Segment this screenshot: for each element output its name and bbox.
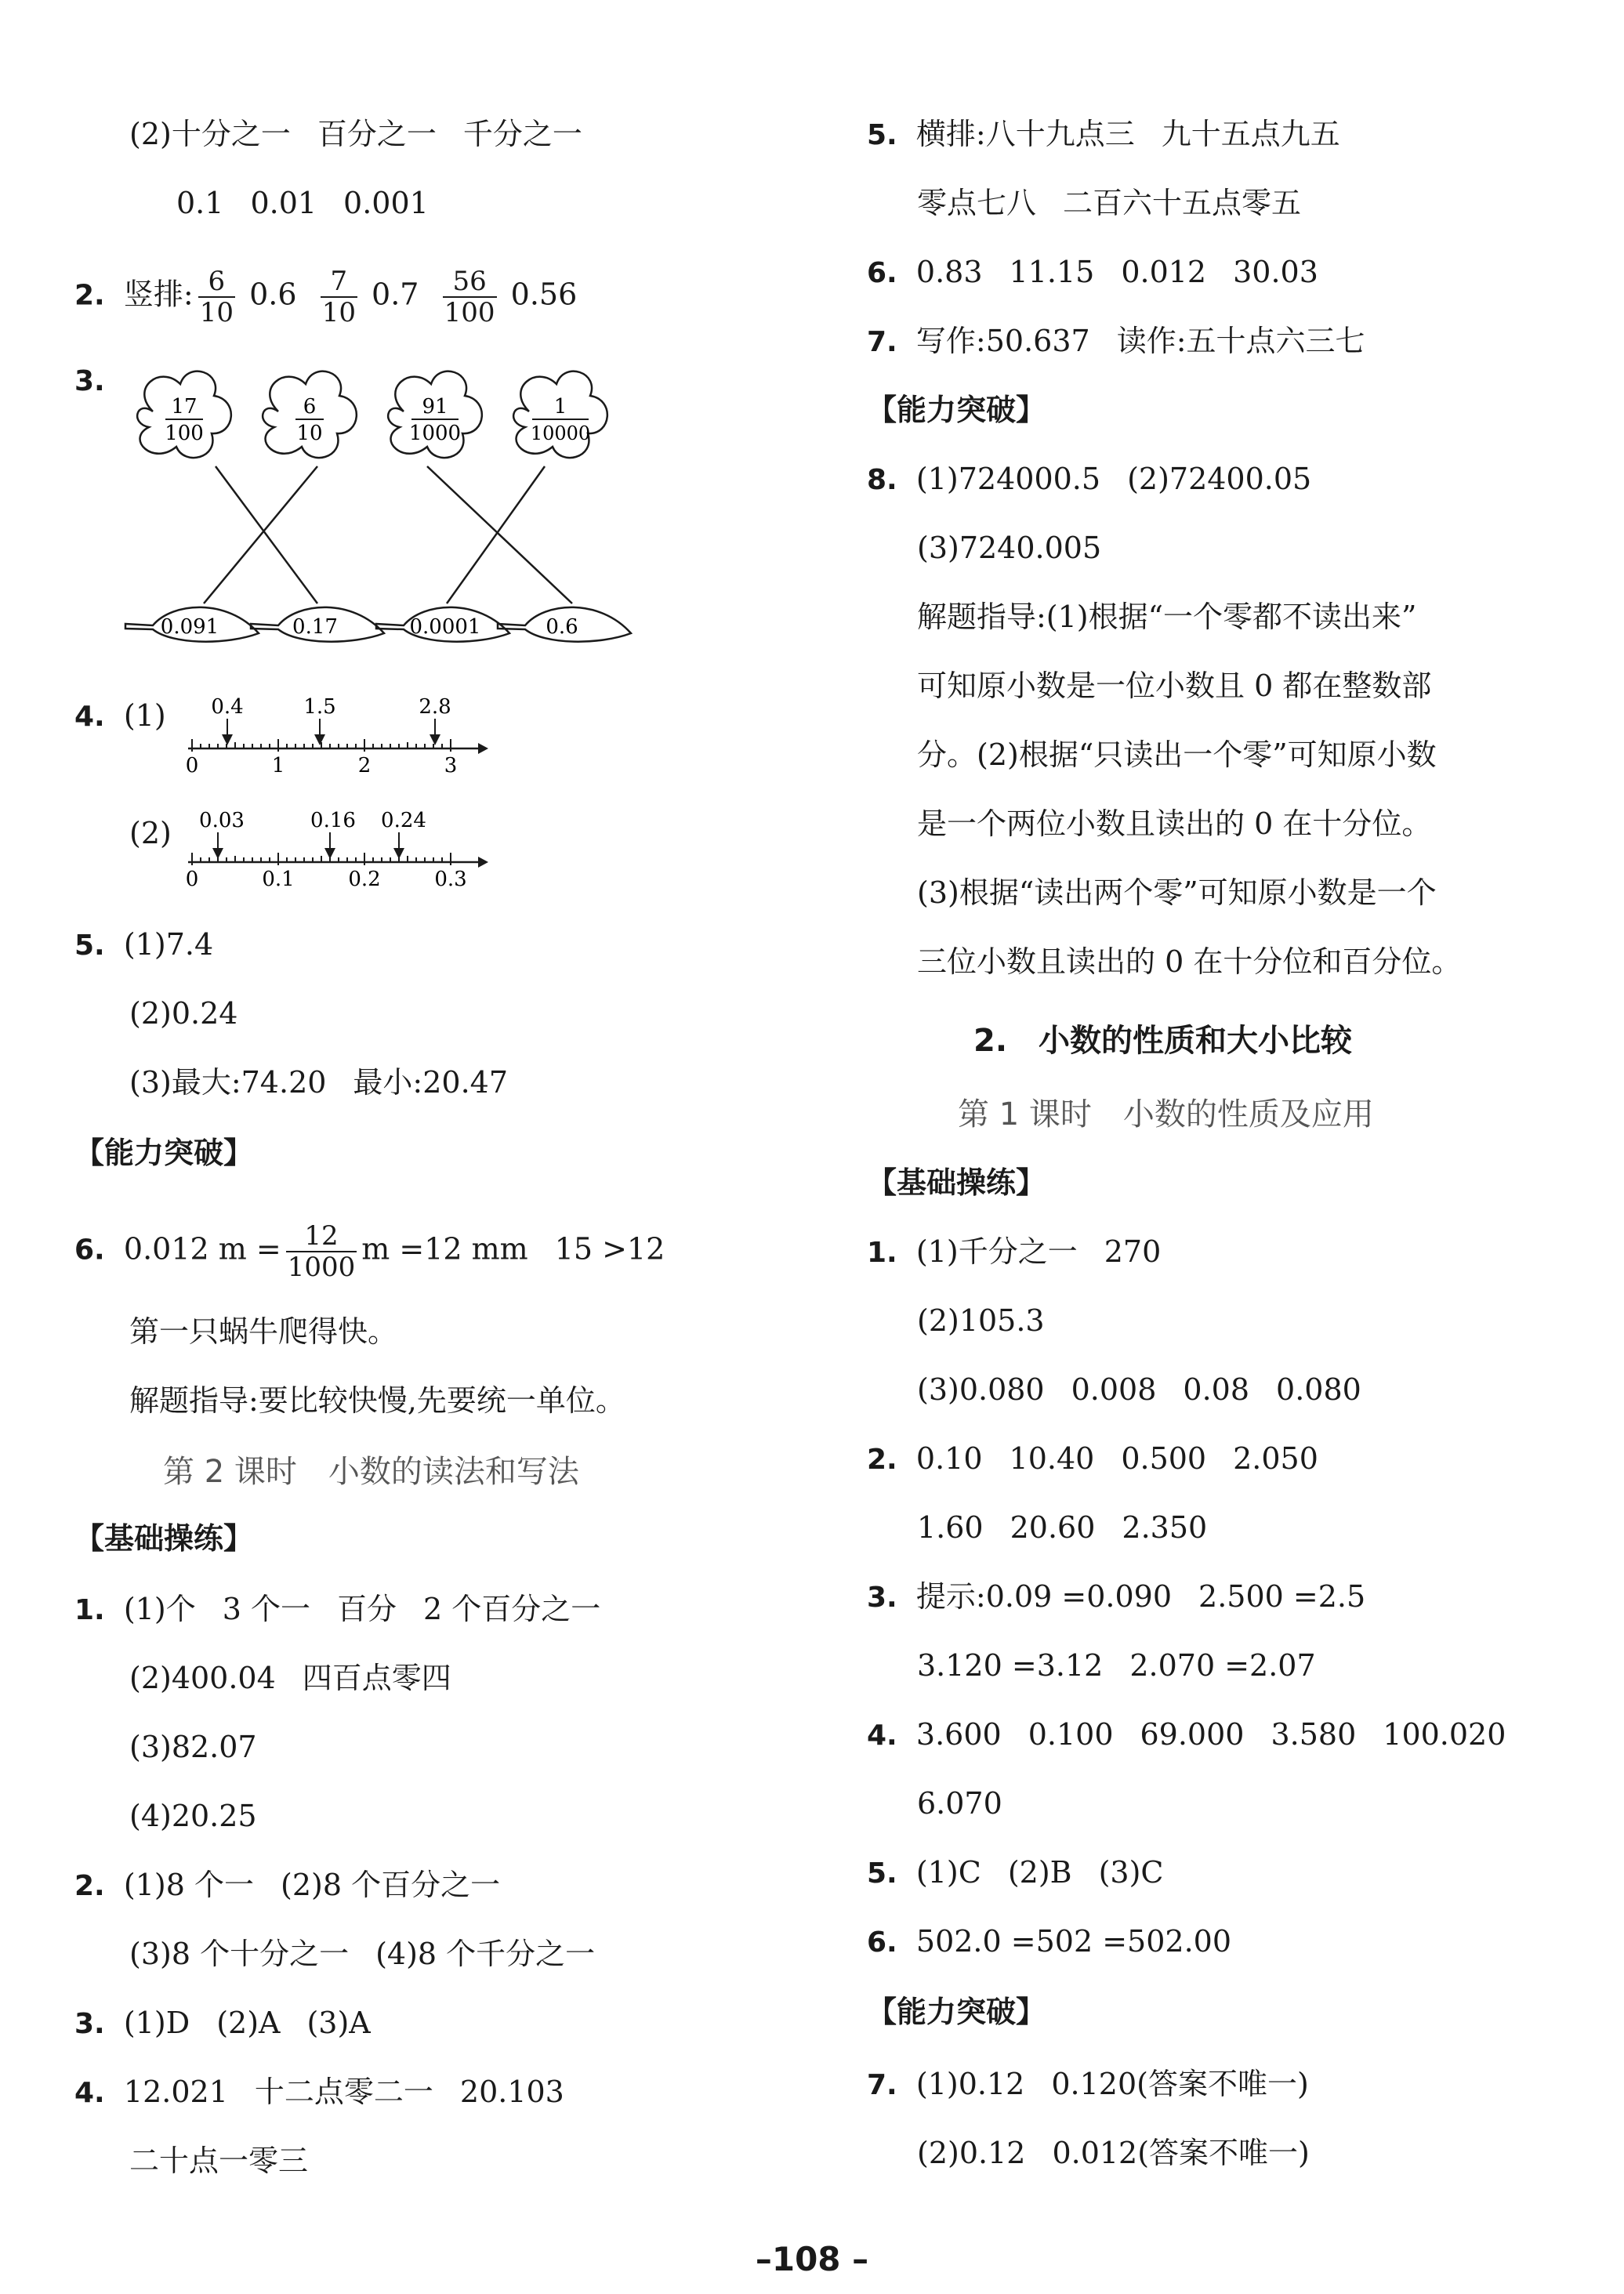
answer: (3)C [1098,1855,1164,1890]
leaf-value: 0.0001 [409,615,481,639]
lesson-title: 第 2 课时 小数的读法和写法 [163,1454,579,1490]
q3-number-line [74,362,105,400]
b1-line-2 [129,1660,451,1696]
question-number: 5. [867,1857,897,1890]
answer: (1)D [123,2006,190,2040]
answer: (1)千分之一 [915,1234,1078,1269]
answer: 2.070 =2.07 [1129,1648,1316,1683]
b1-line-4 [129,1798,257,1834]
answer: (1)724000.5 [915,462,1101,496]
answer: (2)0.12 [917,2136,1026,2170]
answer: 502.0 =502 =502.00 [915,1924,1232,1959]
answer: 0.120(答案不唯一) [1051,2067,1309,2101]
fraction [321,266,357,328]
b1-line-3 [129,1729,257,1765]
mark-label: 0.4 [211,695,244,719]
answer: 读作:五十点六三七 [1116,324,1365,358]
mark-label: 1.5 [303,695,336,719]
answer: 270 [1104,1234,1162,1269]
label: 竖排: [123,277,194,312]
flower-leaf-matching-diagram [118,361,635,658]
answer: 0.080 [1276,1372,1361,1407]
answer: 0.6 [249,277,297,312]
denominator: 1000 [408,422,462,445]
answer: 20.60 [1010,1510,1096,1545]
tick-label: 1 [271,754,285,777]
mark-label: 2.8 [419,695,451,719]
s1-line-2 [917,1303,1045,1339]
numerator: 56 [443,266,497,298]
q6-line-1 [74,1221,665,1282]
answer: (3)最大:74.20 [129,1065,327,1100]
question-number: 3. [867,1582,897,1614]
question-number: 1. [74,1594,105,1626]
answer: 2.050 [1233,1441,1318,1476]
answer: 千分之一 [462,117,582,151]
s1-line-3 [917,1372,1361,1408]
flower-4 [513,371,607,458]
question-number: 1. [867,1237,897,1269]
tick-label: 0.2 [348,868,381,891]
answer: 提示:0.09 =0.090 [915,1579,1173,1614]
question-number: 6. [867,1926,897,1959]
answer: 12.021 [123,2075,228,2109]
answer: 11.15 [1009,255,1095,289]
fraction [443,266,497,328]
mark-label: 0.03 [199,809,245,832]
section-header: 【基础操练】 [867,1165,1046,1200]
answer: (1)8 个一 [123,1868,254,1902]
r8-guide-5 [917,875,1437,911]
b3-line [74,2005,371,2042]
answer: 69.000 [1140,1717,1245,1752]
s1-line-1 [867,1234,1161,1271]
fraction [198,266,235,328]
leaf-value: 0.6 [546,615,578,639]
tick-label: 2 [357,754,372,777]
part-label: (1) [123,698,166,733]
answer: (2)72400.05 [1127,462,1312,496]
answer: (3)7240.005 [917,531,1102,565]
denominator: 1000 [287,1252,356,1283]
answer: 0.10 [915,1441,983,1476]
question-number: 5. [74,930,105,962]
denominator: 100 [165,422,204,445]
numerator: 1 [553,395,567,419]
section-header: 【能力突破】 [867,1995,1046,2029]
answer: 20.103 [459,2075,564,2109]
q6-line-2 [129,1314,397,1350]
answer: 2 个百分之一 [423,1592,601,1626]
section-title: 2. 小数的性质和大小比较 [973,1023,1353,1059]
r5-line-2 [917,185,1301,221]
q6-guide [129,1383,625,1419]
lesson-title: 第 1 课时 小数的性质及应用 [958,1096,1374,1133]
section-header: 【能力突破】 [867,393,1046,427]
q4-line-1 [74,698,166,735]
answer: 0.01 [250,186,317,220]
answer: (2)400.04 [129,1661,276,1695]
question-number: 4. [867,1720,897,1752]
answer: 二百六十五点零五 [1063,186,1302,220]
answer: (3)0.080 [917,1372,1045,1407]
leaf-2 [251,607,384,642]
section-header: 【能力突破】 [74,1136,254,1170]
guide-text: 解题指导:(1)根据“一个零都不读出来” [917,600,1417,634]
answer: 3.600 [915,1717,1002,1752]
q5-line-2 [129,995,237,1031]
tick-label: 3 [444,754,458,777]
denominator: 10 [296,422,323,445]
answer: 十分之一 [171,117,291,151]
answer: 四百点零四 [302,1661,451,1695]
numerator: 6 [303,395,317,419]
answer: 写作:50.637 [915,324,1090,358]
fraction [286,1221,357,1282]
guide-text: 是一个两位小数且读出的 0 在十分位。 [917,806,1432,841]
expression: 0.012 m = [123,1231,281,1267]
mark-label: 0.16 [310,809,356,832]
answer: 2.500 =2.5 [1198,1579,1366,1614]
answer: (4)8 个千分之一 [375,1937,596,1971]
match-line [427,466,572,603]
q5-line-3 [129,1064,508,1100]
answer: 二十点一零三 [129,2144,309,2178]
q4-line-2 [129,815,172,851]
answer: 10.40 [1009,1441,1095,1476]
tick-label: 0.3 [434,868,467,891]
tick-label: 0.1 [262,868,295,891]
b2-line-1 [74,1867,500,1904]
s7-line-2 [917,2135,1310,2171]
question-number: 2. [867,1444,897,1476]
question-number: 5. [867,119,897,151]
mark-label: 0.24 [381,809,426,832]
guide-text: 解题指导:要比较快慢,先要统一单位。 [129,1383,625,1418]
s4-line-2 [917,1785,1002,1821]
answer: 百分之一 [317,117,437,151]
answer: 2.350 [1122,1510,1208,1545]
answer: 0.500 [1121,1441,1207,1476]
numerator: 12 [286,1221,357,1252]
denominator: 10 [321,297,356,328]
denominator: 10 [199,297,234,328]
question-number: 2. [74,279,105,312]
tick-label: 0 [185,868,199,891]
numerator: 6 [198,266,235,298]
question-number: 4. [74,2077,105,2109]
answer: 0.7 [372,277,419,312]
r8-guide-4 [917,806,1431,842]
q1-part2-values [176,185,429,221]
denominator: 100 [444,297,495,328]
b1-line-1 [74,1591,600,1629]
answer: 3.120 =3.12 [917,1648,1104,1683]
answer: 0.008 [1071,1372,1157,1407]
flower-1 [137,371,231,458]
match-line [216,466,317,603]
answer: 0.08 [1183,1372,1250,1407]
leaf-3 [376,607,509,642]
answer: (2)105.3 [917,1303,1045,1338]
answer: 零点七八 [917,186,1037,220]
numerator: 91 [422,395,448,419]
answer: (1)个 [123,1592,196,1626]
answer: (1)7.4 [123,927,214,962]
s7-line-1 [867,2066,1309,2104]
answer: 第一只蜗牛爬得快。 [129,1314,398,1349]
r8-guide-2 [917,668,1431,704]
match-line [204,466,317,603]
page-number: –108 – [755,2240,869,2278]
part-label: (2) [129,816,172,850]
question-number: 6. [74,1234,105,1267]
answer: (2)B [1007,1855,1072,1890]
s2-line-1 [867,1441,1318,1478]
question-number: 3. [74,2008,105,2040]
b4-line-2 [129,2143,308,2179]
r8-guide-6 [917,944,1461,980]
flower-3 [388,371,482,458]
flower-2 [263,371,357,458]
answer: (2)8 个百分之一 [281,1868,501,1902]
guide-text: 可知原小数是一位小数且 0 都在整数部 [917,669,1432,703]
answer: (1)0.12 [915,2067,1025,2101]
leaf-value: 0.17 [292,615,338,639]
answer: 6.070 [917,1786,1002,1821]
r8-line-2 [917,530,1101,566]
s4-line-1 [867,1716,1506,1754]
guide-text: (3)根据“读出两个零”可知原小数是一个 [917,875,1437,910]
answer: 百分 [337,1592,397,1626]
answer: 0.012 [1121,255,1207,289]
r8-guide-3 [917,737,1437,773]
question-number: 8. [867,464,897,496]
answer: 0.100 [1028,1717,1114,1752]
leaf-value: 0.091 [160,615,219,639]
denominator: 10000 [530,422,591,444]
answer: (3)8 个十分之一 [129,1937,350,1971]
s6-line [867,1923,1231,1961]
match-line [447,466,545,603]
question-number: 7. [867,2069,897,2101]
tick-label: 0 [185,754,199,777]
answer: 十二点零二一 [254,2075,433,2109]
s3-line-2 [917,1647,1316,1683]
answer: (2)A [216,2006,281,2040]
answer: (3)82.07 [129,1730,257,1764]
number-line-2 [176,807,490,893]
leaf-4 [498,607,631,642]
number-line-1 [176,694,490,780]
expression: m =12 mm [361,1231,528,1267]
section-header: 【基础操练】 [74,1521,254,1556]
answer: 100.020 [1383,1717,1506,1752]
answer: 30.03 [1233,255,1318,289]
q1-part2-line [129,116,582,152]
r8-guide-1 [917,599,1417,635]
numerator: 17 [171,395,198,419]
answer: 0.56 [510,277,578,312]
answer: (1)C [915,1855,981,1890]
question-number: 4. [74,701,105,733]
q2-line [74,266,577,328]
leaf-1 [125,607,259,642]
s3-line-1 [867,1578,1365,1616]
part-label: (2) [129,117,172,151]
answer: 横排:八十九点三 [915,117,1135,151]
r5-line-1 [867,116,1340,154]
question-number: 6. [867,257,897,289]
answer: 最小:20.47 [353,1065,509,1100]
question-number: 7. [867,326,897,358]
answer: 3 个一 [222,1592,310,1626]
answer: 九十五点九五 [1161,117,1340,151]
answer: (3)A [306,2006,371,2040]
question-number: 2. [74,1870,105,1902]
s5-line [867,1854,1163,1892]
guide-text: 三位小数且读出的 0 在十分位和百分位。 [917,944,1462,979]
r6-line [867,254,1318,292]
b4-line-1 [74,2074,564,2111]
b2-line-2 [129,1936,595,1972]
guide-text: 分。(2)根据“只读出一个零”可知原小数 [917,737,1437,772]
q5-line-1 [74,926,213,964]
s2-line-2 [917,1509,1207,1546]
numerator: 7 [321,266,357,298]
comparison: 15 >12 [554,1231,665,1267]
answer: (4)20.25 [129,1799,257,1833]
answer: 0.1 [176,186,224,220]
question-number: 3. [74,365,105,397]
answer: (2)0.24 [129,996,238,1031]
answer: 0.001 [343,186,429,220]
answer: 1.60 [917,1510,984,1545]
answer: 0.012(答案不唯一) [1052,2136,1310,2170]
r8-line-1 [867,461,1311,498]
r7-line [867,323,1365,361]
answer: 3.580 [1271,1717,1357,1752]
answer: 0.83 [915,255,983,289]
